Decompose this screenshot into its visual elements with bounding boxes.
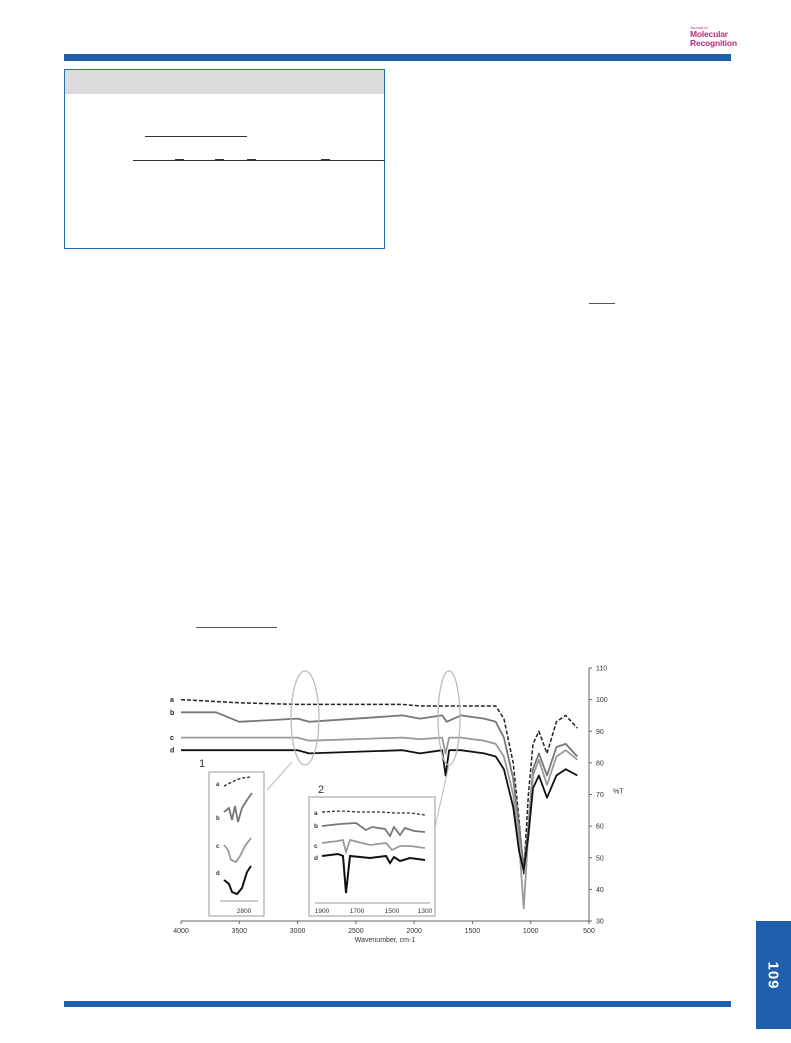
table-rule-mark bbox=[175, 159, 184, 161]
inset-2-series-label-d: d bbox=[314, 855, 318, 862]
table-rule-mark bbox=[321, 159, 330, 161]
y-tick-label: 110 bbox=[596, 665, 608, 673]
inset-1-tick-label: 2800 bbox=[236, 908, 252, 915]
table-rule-mark bbox=[215, 159, 224, 161]
x-axis-label: Wavenumber, cm-1 bbox=[354, 937, 416, 944]
table-box bbox=[64, 69, 385, 249]
inset-1-series-label-a: a bbox=[216, 782, 220, 788]
text-underline-fragment bbox=[196, 627, 277, 628]
y-tick-label: 90 bbox=[596, 728, 604, 736]
table-rule-mark bbox=[247, 159, 256, 161]
text-underline-fragment bbox=[589, 303, 615, 304]
inset-1-series-label-b: b bbox=[216, 816, 220, 822]
page-number: 109 bbox=[765, 960, 782, 990]
inset-2-tick-label: 1900 bbox=[314, 908, 330, 915]
inset-2-frame bbox=[309, 797, 435, 916]
y-tick-label: 100 bbox=[596, 697, 608, 705]
table-header-band bbox=[65, 70, 384, 94]
x-tick-label: 2500 bbox=[348, 928, 364, 935]
table-rule-short bbox=[145, 136, 247, 137]
y-tick-label: 60 bbox=[596, 823, 604, 831]
page-number-tab bbox=[756, 921, 791, 1029]
y-tick-label: 70 bbox=[596, 792, 604, 799]
series-label-a: a bbox=[170, 697, 174, 705]
y-tick-label: 40 bbox=[596, 886, 604, 894]
header-rule bbox=[64, 54, 731, 61]
x-tick-label: 1000 bbox=[522, 928, 539, 935]
x-tick-label: 1500 bbox=[464, 928, 481, 935]
footer-rule bbox=[64, 1001, 731, 1007]
journal-logo bbox=[690, 26, 737, 47]
inset-2-tick-label: 1500 bbox=[384, 908, 400, 915]
logo-line1: Molecular bbox=[690, 29, 728, 39]
ftir-chart bbox=[160, 655, 624, 950]
inset-2-tick-label: 1300 bbox=[417, 908, 433, 915]
x-tick-label: 2000 bbox=[406, 928, 422, 935]
logo-line2: Recognition bbox=[690, 37, 737, 48]
series-label-c: c bbox=[170, 735, 174, 743]
chart-series-labels bbox=[170, 697, 174, 755]
inset-1 bbox=[199, 758, 264, 916]
table-rule-long bbox=[133, 160, 385, 161]
y-tick-label: 50 bbox=[596, 855, 604, 863]
x-tick-label: 3000 bbox=[289, 928, 306, 935]
inset-1-series-label-c: c bbox=[216, 844, 220, 850]
inset-2 bbox=[309, 784, 435, 916]
inset-2-label: 2 bbox=[318, 784, 325, 796]
x-tick-label: 4000 bbox=[173, 928, 189, 935]
inset-2-series-label-a: a bbox=[314, 810, 318, 817]
callout-arrow-1 bbox=[267, 762, 292, 790]
y-tick-label: 30 bbox=[596, 918, 604, 926]
series-label-b: b bbox=[170, 709, 175, 717]
series-label-d: d bbox=[170, 747, 175, 755]
y-axis-label: %T bbox=[613, 788, 624, 796]
x-tick-label: 500 bbox=[583, 928, 595, 935]
logo-small-text: Journal of bbox=[690, 25, 708, 30]
inset-2-series-label-c: c bbox=[314, 843, 318, 850]
inset-2-tick-label: 1700 bbox=[349, 908, 365, 915]
inset-1-series-label-d: d bbox=[216, 871, 220, 877]
inset-2-series-label-b: b bbox=[314, 823, 318, 830]
y-tick-label: 80 bbox=[596, 760, 604, 768]
inset-1-label: 1 bbox=[199, 758, 206, 770]
x-tick-label: 3500 bbox=[231, 928, 248, 935]
